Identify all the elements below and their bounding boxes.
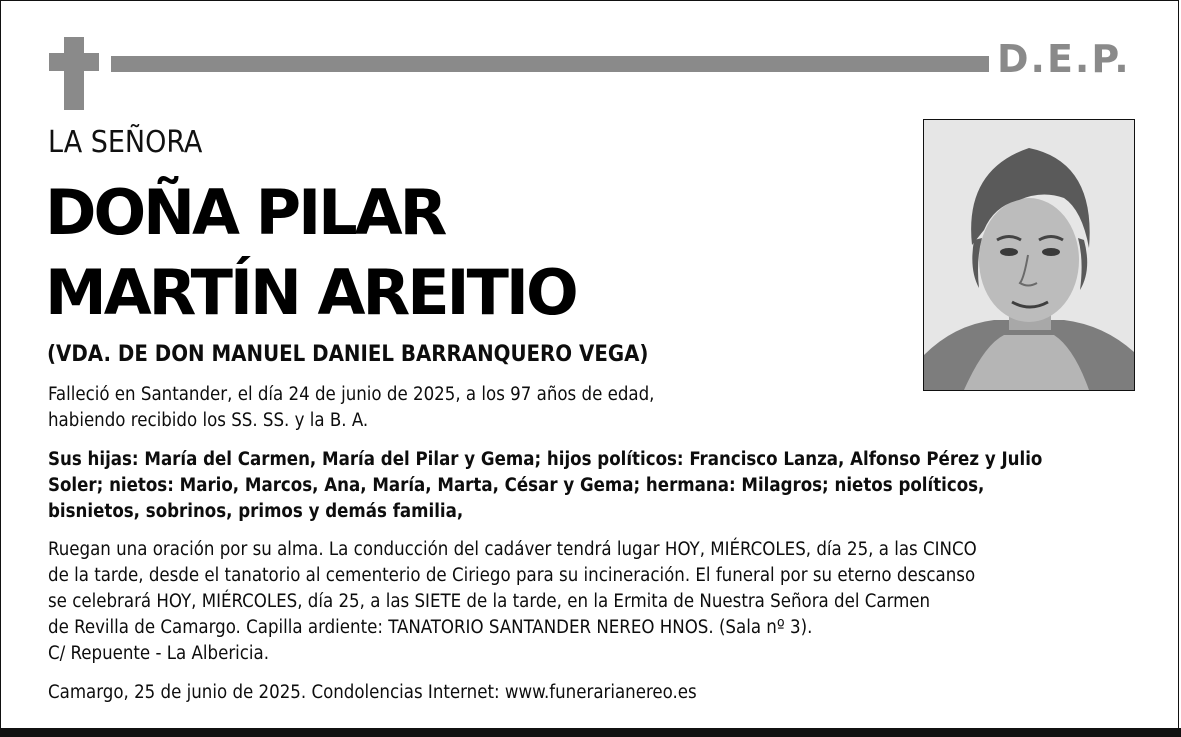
closing-line: Camargo, 25 de junio de 2025. Condolencias Internet: www.funerarianereo.es bbox=[48, 682, 697, 703]
deceased-name bbox=[45, 173, 576, 333]
service-line: de Revilla de Camargo. Capilla ardiente: TANATORIO SANTANDER NEREO HNOS. (Sala nº 3). bbox=[48, 617, 813, 638]
service-line: se celebrará HOY, MIÉRCOLES, día 25, a las SIETE de la tarde, en la Ermita de Nuestra Señora del Carmen bbox=[48, 591, 931, 612]
death-paragraph bbox=[48, 382, 654, 434]
dep-heading: D.E.P. bbox=[997, 37, 1131, 81]
family-paragraph bbox=[48, 447, 1042, 525]
cross-icon-vertical bbox=[64, 37, 84, 110]
widow-line: (VDA. DE DON MANUEL DANIEL BARRANQUERO VEGA) bbox=[47, 342, 649, 367]
service-line: de la tarde, desde el tanatorio al cementerio de Ciriego para su incineración. El funeral por su eterno descanso bbox=[48, 565, 976, 586]
service-line: C/ Repuente - La Albericia. bbox=[48, 643, 270, 664]
death-line: habiendo recibido los SS. SS. y la B. A. bbox=[48, 410, 369, 431]
family-line: Sus hijas: María del Carmen, María del Pilar y Gema; hijos políticos: Francisco Lanza, Alfonso Pérez y Julio bbox=[48, 449, 1043, 470]
name-line-2: MARTÍN AREITIO bbox=[45, 256, 576, 329]
portrait-image bbox=[924, 120, 1134, 390]
family-line: Soler; nietos: Mario, Marcos, Ana, María, Marta, César y Gema; hermana: Milagros; nietos políticos, bbox=[48, 475, 985, 496]
bottom-bar bbox=[0, 728, 1181, 737]
name-line-1: DOÑA PILAR bbox=[45, 176, 445, 249]
header-rule bbox=[111, 56, 989, 72]
service-line: Ruegan una oración por su alma. La conducción del cadáver tendrá lugar HOY, MIÉRCOLES, día 25, a las CINCO bbox=[48, 539, 977, 560]
family-line: bisnietos, sobrinos, primos y demás familia, bbox=[48, 501, 464, 522]
death-line: Falleció en Santander, el día 24 de junio de 2025, a los 97 años de edad, bbox=[48, 384, 655, 405]
cross-icon-horizontal bbox=[49, 53, 99, 71]
service-paragraph bbox=[48, 537, 977, 667]
title-label: LA SEÑORA bbox=[48, 125, 203, 160]
portrait-photo bbox=[923, 119, 1135, 391]
